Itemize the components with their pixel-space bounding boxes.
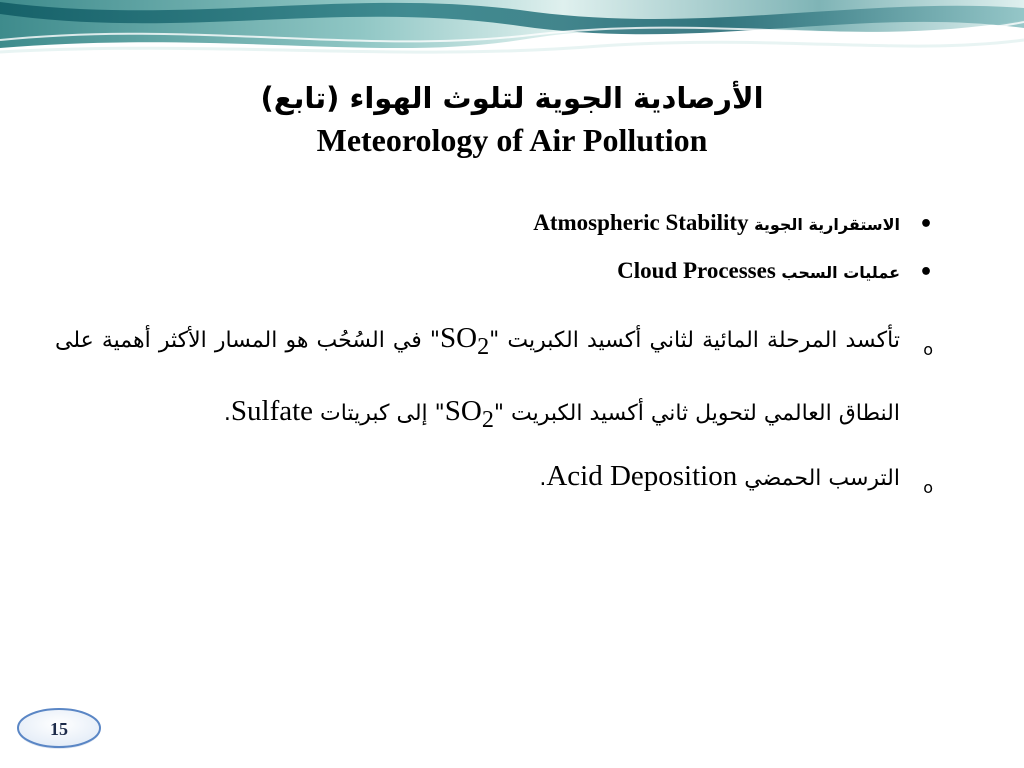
sub-bullet-aqueous-oxidation xyxy=(55,306,955,452)
oxidation-text-3: " إلى كبريتات xyxy=(313,400,445,426)
page-number: 15 xyxy=(50,718,68,739)
bullet-atmospheric-stability xyxy=(55,210,955,238)
slide-title-english: Meteorology of Air Pollution xyxy=(316,122,708,158)
page-number-badge xyxy=(16,706,102,752)
bullet-dot-icon: • xyxy=(918,212,933,237)
oxidation-text-1: تأكسد المرحلة المائية لثاني أكسيد الكبريت " xyxy=(489,328,900,353)
acid-text-ar: الترسب الحمضي xyxy=(737,465,900,491)
so2-formula: $SO_2$ xyxy=(440,322,490,360)
acid-deposition-term: Acid Deposition xyxy=(546,459,738,492)
so2-formula: $SO_2$ xyxy=(444,394,494,433)
bullet-dot-icon: • xyxy=(918,260,933,285)
sub-bullet-circle-icon: o xyxy=(923,340,933,359)
bullet-text-en: Atmospheric Stability xyxy=(533,210,749,235)
oxidation-end: . xyxy=(223,400,231,426)
oxidation-text-2: " في السُحُب هو المسار الأكثر أهمية على النطاق العالمي لتحويل ثاني أكسيد الكبريت " xyxy=(55,328,900,426)
bullet-text-ar: عمليات السحب xyxy=(781,263,900,282)
acid-end: . xyxy=(539,465,547,491)
sub-bullet-acid-deposition xyxy=(55,444,955,511)
bullet-text-ar: الاستقرارية الجوية xyxy=(754,215,900,234)
slide-title-block xyxy=(0,78,1024,160)
sulfate-term: Sulfate xyxy=(230,394,314,427)
sub-bullet-circle-icon: o xyxy=(923,477,933,497)
slide-body xyxy=(55,210,955,511)
slide-title-arabic: الأرصادية الجوية لتلوث الهواء (تابع) xyxy=(260,81,764,115)
bullet-cloud-processes xyxy=(55,258,955,286)
bullet-text-en: Cloud Processes xyxy=(617,258,776,283)
header-wave-banner xyxy=(0,0,1024,62)
